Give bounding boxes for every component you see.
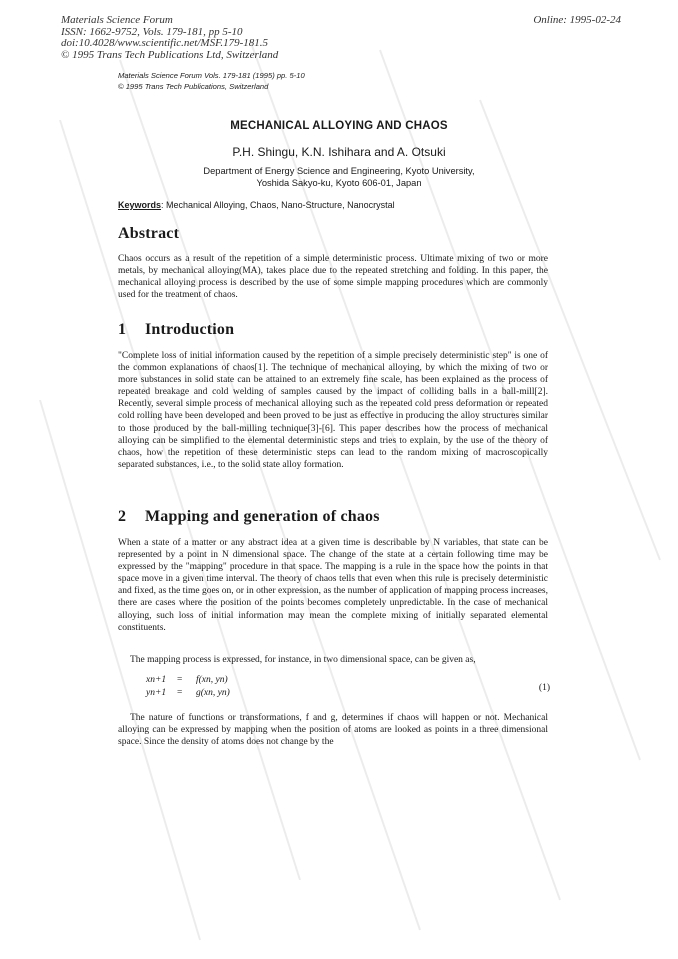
header-doi: doi:10.4028/www.scientific.net/MSF.179-181.5	[61, 37, 269, 49]
journal-reference	[118, 70, 305, 92]
affiliation-line-2: Yoshida Sakyo-ku, Kyoto 606-01, Japan	[256, 178, 422, 188]
journal-copyright-line: © 1995 Trans Tech Publications, Switzerland	[118, 82, 269, 91]
section-1-number: 1	[118, 321, 127, 338]
equation-row-1-operator: =	[177, 675, 183, 685]
affiliation-line-1: Department of Energy Science and Engineering, Kyoto University,	[203, 166, 475, 176]
equation-row-2-operator: =	[177, 688, 183, 698]
header-issn: ISSN: 1662-9752, Vols. 179-181, pp 5-10	[61, 25, 243, 38]
equation-row-1-lhs: xn+1	[146, 675, 167, 685]
header-online-date: Online: 1995-02-24	[533, 14, 621, 26]
header-journal-name: Materials Science Forum	[61, 14, 173, 26]
journal-volume-line: Materials Science Forum Vols. 179-181 (1995) pp. 5-10	[118, 71, 305, 80]
keywords-text: : Mechanical Alloying, Chaos, Nano-Structure, Nanocrystal	[161, 200, 395, 210]
header-copyright: © 1995 Trans Tech Publications Ltd, Switzerland	[61, 48, 279, 61]
keywords-line	[118, 200, 395, 210]
section-1-heading	[118, 321, 234, 339]
section-2-title: Mapping and generation of chaos	[145, 508, 380, 525]
paper-authors: P.H. Shingu, K.N. Ishihara and A. Otsuki	[232, 145, 446, 159]
section-2-number: 2	[118, 508, 127, 525]
abstract-heading: Abstract	[118, 225, 180, 242]
section-1-title: Introduction	[145, 321, 235, 338]
mapping-paragraph-1: When a state of a matter or any abstract idea at a given time is describable by N variables, that state can be represented by a point in N dimensional space. The change of the state at a certain following time may be expressed by the "mapping" procedure in that space. The mapping is a rule in the space how the points in that space move in a given time interval. The theory of chaos tells that even when this rule is precisely deterministic and fixed, as the time goes on, or in other expression, as the number of application of mapping process increases, there are cases where the position of the points becomes completely unpredictable. In the case of mechanical alloying, such loss of initial information may mean the complete mixing of initially separated elemental constituents.	[118, 538, 548, 633]
publication-header	[61, 15, 621, 61]
equation-row-1-rhs: f(xn, yn)	[196, 675, 228, 685]
section-2-heading	[118, 508, 380, 526]
equation-number: (1)	[538, 683, 550, 693]
equation-row-2-lhs: yn+1	[146, 688, 167, 698]
mapping-paragraph-2: The mapping process is expressed, for instance, in two dimensional space, can be given as,	[130, 655, 476, 665]
mapping-paragraph-3: The nature of functions or transformations, f and g, determines if chaos will happen or not. Mechanical alloying can be expressed by mapping when the position of atoms are looked as points in a three dimensional space. Since the density of atoms does not change by the	[118, 713, 548, 748]
equation-1	[146, 675, 550, 703]
paper-title: MECHANICAL ALLOYING AND CHAOS	[230, 120, 448, 132]
keywords-label: Keywords	[118, 200, 162, 210]
introduction-text: "Complete loss of initial information caused by the repetition of a simple precisely deterministic step" is one of the common explanations of chaos[1]. The technique of mechanical alloying, by which the mixing of two or more substances in solid state can be attained to an extremely fine scale, has been explained as the process of repeated breakage and cold welding of samples caused by the impact of colliding balls in a ball-mill[2]. Recently, several simple process of mechanical alloying such as the repeated cold press deformation or repeated cold rolling have been developed and been proved to be just as effective in producing the alloy structures similar to those produced by the ball-milling technique[3]-[6]. This paper describes how the process of mechanical alloying can be simplified to the elemental deterministic steps and tries to explain, by the use of the theory of chaos, how the repetition of these deterministic steps can lead to the random mixing of macroscopically separated substances, i.e., to the solid state alloy formation.	[118, 351, 548, 470]
author-affiliation	[0, 165, 678, 189]
equation-row-2-rhs: g(xn, yn)	[196, 688, 230, 698]
abstract-text: Chaos occurs as a result of the repetition of a simple deterministic process. Ultimate mixing of two or more metals, by mechanical alloying(MA), takes place due to the repeated stretching and folding. In this paper, the mechanical alloying process is described by the use of some simple mapping procedures which are commonly used for the treatment of chaos.	[118, 254, 548, 301]
